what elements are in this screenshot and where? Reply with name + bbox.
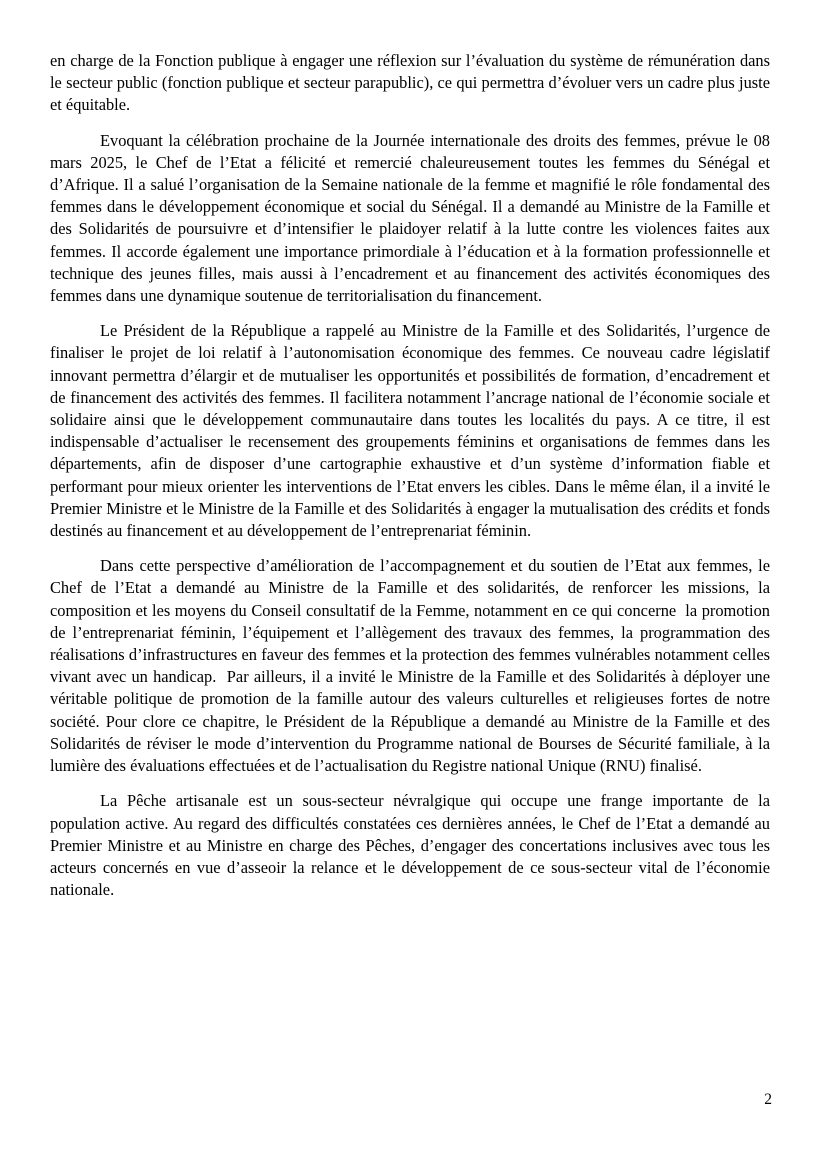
paragraph-conseil-consultatif-femme: Dans cette perspective d’amélioration de l’accompagnement et du soutien de l’Etat aux femmes, le Chef de l’Etat a demandé au Ministre de la Famille et des solidarités, de renforcer les missions, la composition et les moyens du Conseil consultatif de la Femme, notamment en ce qui concerne la promotion de l’entreprenariat féminin, l’équipement et l’allègement des travaux des femmes, la programmation des réalisations d’infrastructures en faveur des femmes et la protection des femmes vulnérables notamment celles vivant avec un handicap. Par ailleurs, il a invité le Ministre de la Famille et des Solidarités à déployer une véritable politique de promotion de la famille autour des valeurs culturelles et religieuses fortes de notre société. Pour clore ce chapitre, le Président de la République a demandé au Ministre de la Famille et des Solidarités de réviser le mode d’intervention du Programme national de Bourses de Sécurité familiale, à la lumière des évaluations effectuées et de l’actualisation du Registre national Unique (RNU) finalisé. — [50, 556, 775, 776]
paragraph-peche-artisanale: La Pêche artisanale est un sous-secteur névralgique qui occupe une frange importante de la population active. Au regard des difficultés constatées ces dernières années, le Chef de l’Etat a demandé au Premier Ministre et au Ministre en charge des Pêches, d’engager des concertations inclusives avec tous les acteurs concernés en vue d’asseoir la relance et le développement de ce sous-secteur vital de l’économie nationale. — [50, 791, 775, 900]
paragraph-continuation-remuneration: en charge de la Fonction publique à engager une réflexion sur l’évaluation du système de rémunération dans le secteur public (fonction publique et secteur parapublic), ce qui permettra d’évoluer vers un cadre plus juste et équitable. — [50, 51, 775, 115]
page-number: 2 — [764, 1091, 772, 1108]
paragraph-journee-internationale-femmes: Evoquant la célébration prochaine de la Journée internationale des droits des femmes, prévue le 08 mars 2025, le Chef de l’Etat a félicité et remercié chaleureusement toutes les femmes du Sénégal et d’Afrique. Il a salué l’organisation de la Semaine nationale de la femme et magnifié le rôle fondamental des femmes dans le développement économique et social du Sénégal. Il a demandé au Ministre de la Famille et des Solidarités de poursuivre et d’intensifier le plaidoyer relatif à la lutte contre les violences faites aux femmes. Il accorde également une importance primordiale à l’éducation et à la formation professionnelle et technique des jeunes filles, mais aussi à l’encadrement et au financement des activités économiques des femmes dans une dynamique soutenue de territorialisation du financement. — [50, 130, 775, 306]
document-body — [50, 50, 775, 901]
paragraph-projet-loi-autonomisation: Le Président de la République a rappelé au Ministre de la Famille et des Solidarités, l’urgence de finaliser le projet de loi relatif à l’autonomisation économique des femmes. Ce nouveau cadre législatif innovant permettra d’élargir et de mutualiser les opportunités et possibilités de formation, d’encadrement et de financement des activités des femmes. Il facilitera notamment l’ancrage national de l’économie sociale et solidaire ainsi que le développement communautaire dans toutes les localités du pays. A ce titre, il est indispensable d’actualiser le recensement des groupements féminins et organisations de femmes dans les départements, afin de disposer d’une cartographie exhaustive et d’un système d’information fiable et performant pour mieux orienter les interventions de l’Etat envers les cibles. Dans le même élan, il a invité le Premier Ministre et le Ministre de la Famille et des Solidarités à engager la mutualisation des crédits et fonds destinés au financement et au développement de l’entreprenariat féminin. — [50, 321, 775, 541]
